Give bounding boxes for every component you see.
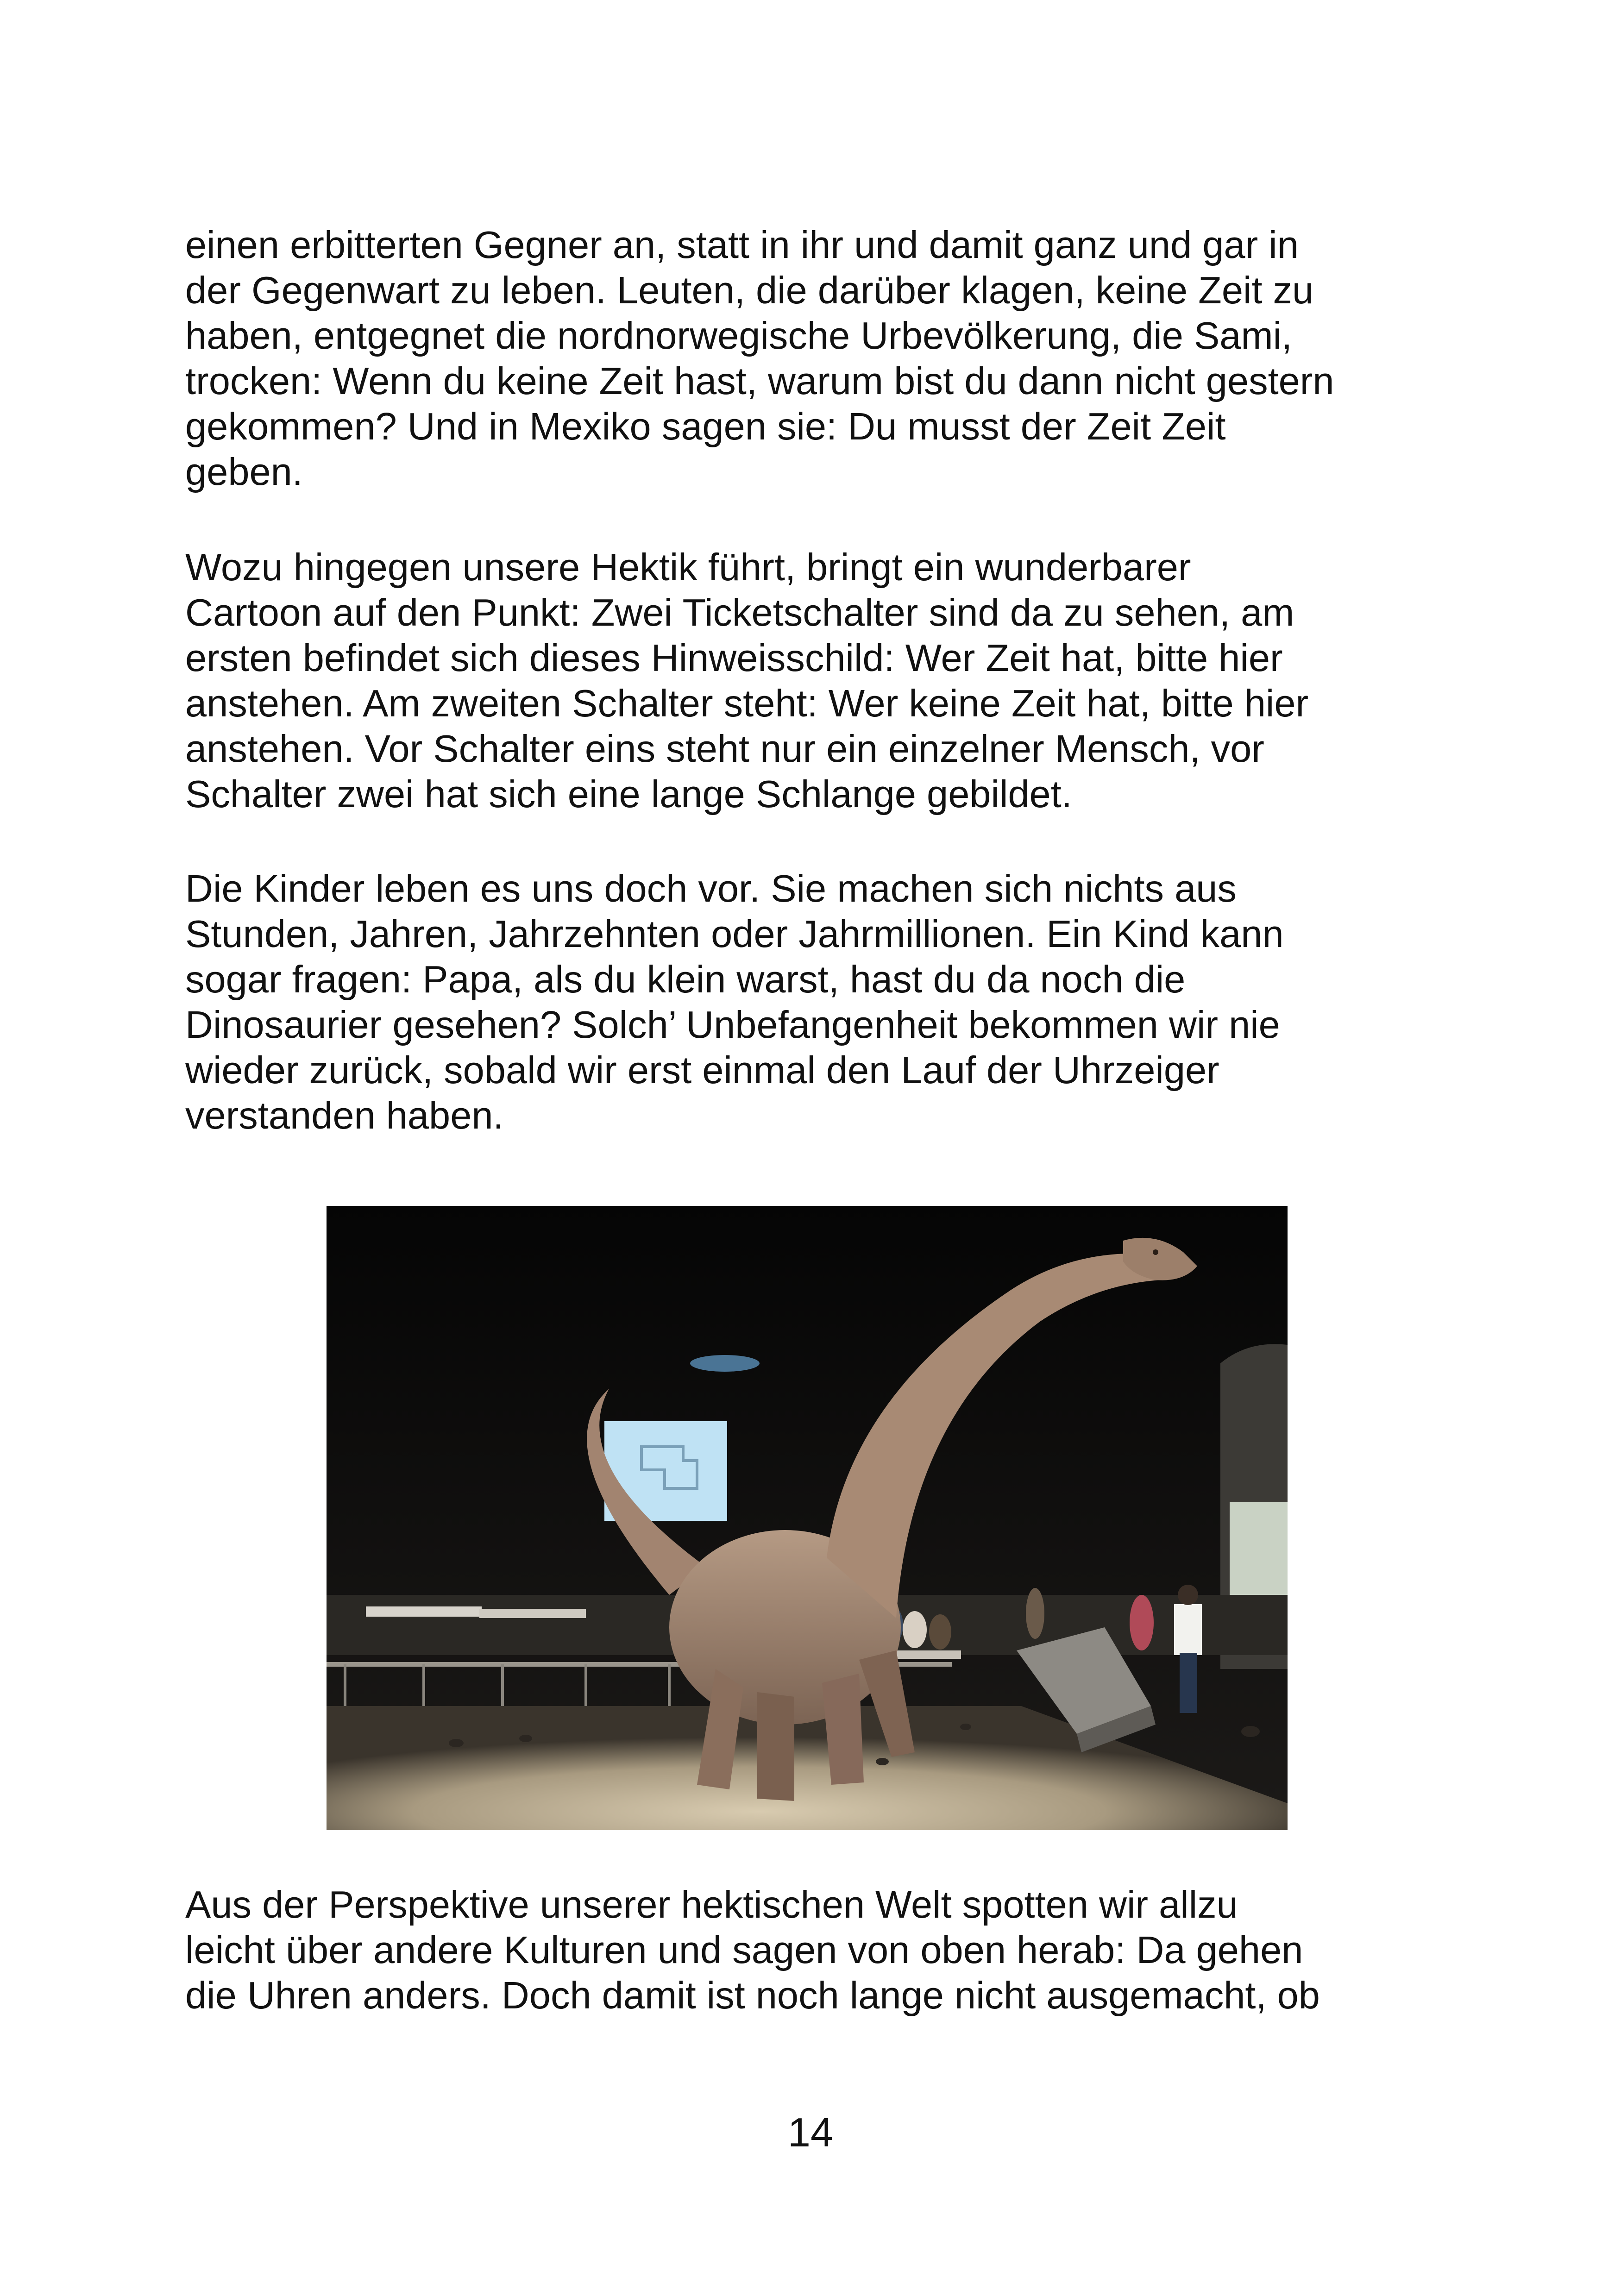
text-line: die Uhren anders. Doch damit ist noch lange nicht ausgemacht, ob — [185, 1974, 1320, 2017]
text-line: trocken: Wenn du keine Zeit hast, warum bist du dann nicht gestern — [185, 359, 1334, 402]
paragraph-3 — [185, 866, 1482, 1138]
text-line: Schalter zwei hat sich eine lange Schlange gebildet. — [185, 772, 1072, 816]
text-line: geben. — [185, 450, 303, 493]
text-line: gekommen? Und in Mexiko sagen sie: Du musst der Zeit Zeit — [185, 405, 1226, 448]
text-line: anstehen. Am zweiten Schalter steht: Wer keine Zeit hat, bitte hier — [185, 682, 1309, 725]
dinosaur-illustration — [327, 1206, 1288, 1830]
paragraph-4 — [185, 1882, 1482, 2018]
text-line: der Gegenwart zu leben. Leuten, die darüber klagen, keine Zeit zu — [185, 269, 1314, 312]
text-line: Wozu hingegen unsere Hektik führt, bringt ein wunderbarer — [185, 546, 1191, 589]
text-line: wieder zurück, sobald wir erst einmal den Lauf der Uhrzeiger — [185, 1048, 1219, 1092]
text-line: leicht über andere Kulturen und sagen von oben herab: Da gehen — [185, 1928, 1303, 1971]
text-line: Die Kinder leben es uns doch vor. Sie machen sich nichts aus — [185, 867, 1237, 910]
text-line: sogar fragen: Papa, als du klein warst, hast du da noch die — [185, 958, 1186, 1001]
paragraph-2 — [185, 545, 1482, 817]
text-line: haben, entgegnet die nordnorwegische Urbevölkerung, die Sami, — [185, 314, 1293, 357]
text-line: Aus der Perspektive unserer hektischen Welt spotten wir allzu — [185, 1883, 1238, 1926]
text-line: verstanden haben. — [185, 1094, 504, 1137]
paragraph-1 — [185, 222, 1482, 495]
page-number: 14 — [788, 2109, 833, 2155]
text-line: Dinosaurier gesehen? Solch’ Unbefangenheit bekommen wir nie — [185, 1003, 1280, 1046]
text-line: Stunden, Jahren, Jahrzehnten oder Jahrmillionen. Ein Kind kann — [185, 912, 1284, 955]
text-line: einen erbitterten Gegner an, statt in ihr und damit ganz und gar in — [185, 223, 1299, 266]
text-line: Cartoon auf den Punkt: Zwei Ticketschalter sind da zu sehen, am — [185, 591, 1294, 634]
text-line: ersten befindet sich dieses Hinweisschild: Wer Zeit hat, bitte hier — [185, 636, 1283, 679]
dinosaur-museum-photo — [327, 1206, 1288, 1830]
text-line: anstehen. Vor Schalter eins steht nur ein einzelner Mensch, vor — [185, 727, 1264, 770]
